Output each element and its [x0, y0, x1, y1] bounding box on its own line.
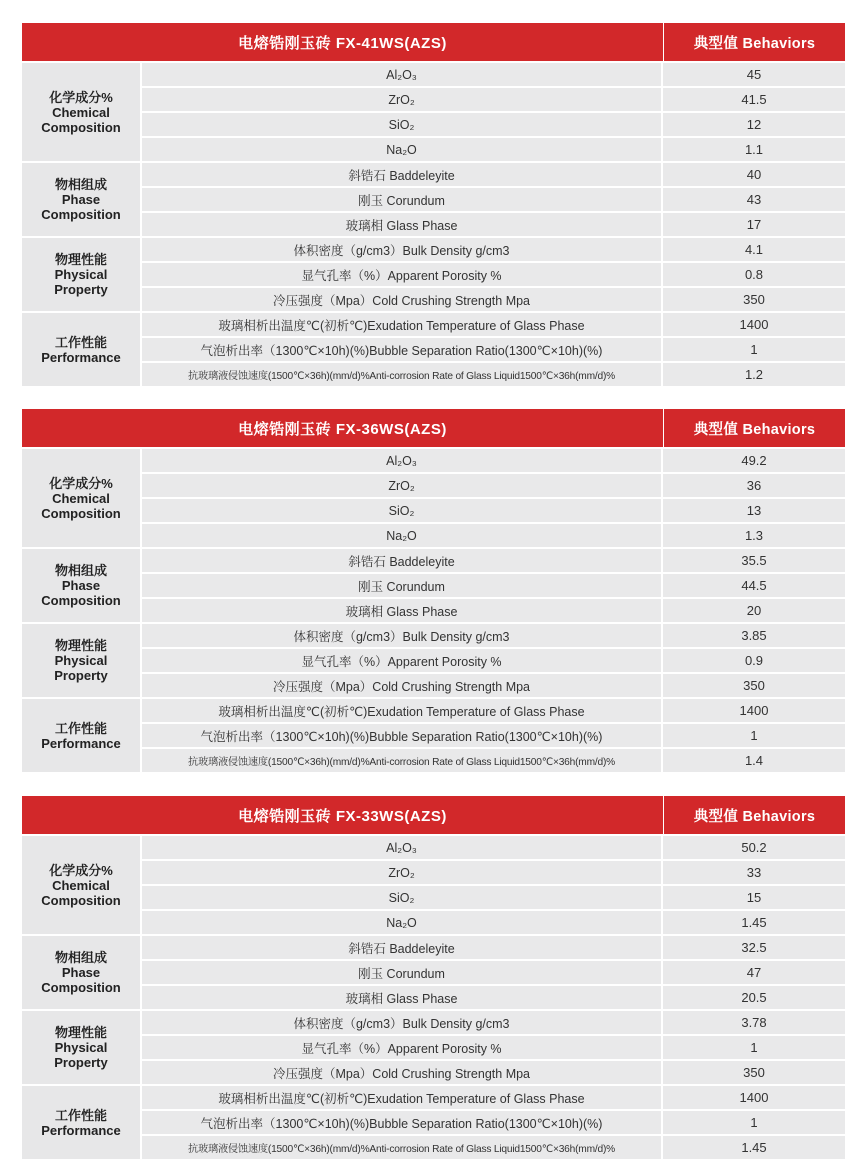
property-name: Al₂O₃	[142, 449, 661, 472]
property-name: SiO₂	[142, 886, 661, 909]
property-value: 0.8	[663, 263, 845, 286]
group-label-line: 化学成分%	[49, 862, 113, 878]
table-row	[142, 674, 845, 697]
group-rows	[142, 449, 845, 547]
property-value: 12	[663, 113, 845, 136]
property-name: 斜锆石 Baddeleyite	[142, 936, 661, 959]
group-rows	[142, 1011, 845, 1084]
property-value: 3.78	[663, 1011, 845, 1034]
table-row	[142, 724, 845, 747]
property-value: 41.5	[663, 88, 845, 111]
group-rows	[142, 163, 845, 236]
table-row	[142, 88, 845, 111]
table-row	[142, 961, 845, 984]
property-value: 1400	[663, 699, 845, 722]
group-label-line: Performance	[41, 349, 121, 365]
table-row	[142, 599, 845, 622]
property-group	[22, 1011, 845, 1084]
table-row	[142, 138, 845, 161]
spec-table	[22, 409, 845, 772]
table-row	[142, 313, 845, 336]
property-value: 1	[663, 338, 845, 361]
property-value: 40	[663, 163, 845, 186]
group-label-line: Chemical	[52, 104, 110, 120]
property-name: 刚玉 Corundum	[142, 574, 661, 597]
property-name: 体积密度（g/cm3）Bulk Density g/cm3	[142, 238, 661, 261]
value-column-header: 典型值 Behaviors	[664, 796, 845, 834]
property-value: 350	[663, 288, 845, 311]
property-value: 1400	[663, 313, 845, 336]
value-column-header: 典型值 Behaviors	[664, 409, 845, 447]
property-name: 冷压强度（Mpa）Cold Crushing Strength Mpa	[142, 288, 661, 311]
group-label	[22, 1011, 140, 1084]
group-label-line: Property	[54, 1055, 108, 1070]
table-header	[22, 796, 845, 834]
table-row	[142, 188, 845, 211]
group-rows	[142, 836, 845, 934]
property-name: 显气孔率（%）Apparent Porosity %	[142, 649, 661, 672]
property-name: 气泡析出率（1300℃×10h)(%)Bubble Separation Ratio(1300℃×10h)(%)	[142, 1111, 661, 1134]
property-name: ZrO₂	[142, 861, 661, 884]
value-column-header: 典型值 Behaviors	[664, 23, 845, 61]
group-label-line: 物相组成	[54, 950, 107, 965]
table-row	[142, 699, 845, 722]
property-name: 显气孔率（%）Apparent Porosity %	[142, 1036, 661, 1059]
group-label-line: 工作性能	[54, 720, 107, 736]
property-name: 刚玉 Corundum	[142, 961, 661, 984]
property-value: 43	[663, 188, 845, 211]
group-label-line: 物理性能	[54, 252, 107, 267]
property-name: 冷压强度（Mpa）Cold Crushing Strength Mpa	[142, 674, 661, 697]
property-name: 气泡析出率（1300℃×10h)(%)Bubble Separation Ratio(1300℃×10h)(%)	[142, 724, 661, 747]
property-group	[22, 238, 845, 311]
property-name: Al₂O₃	[142, 836, 661, 859]
property-value: 0.9	[663, 649, 845, 672]
group-label-line: 工作性能	[54, 1107, 107, 1123]
table-row	[142, 213, 845, 236]
property-name: 玻璃相 Glass Phase	[142, 599, 661, 622]
group-label	[22, 63, 140, 161]
property-name: 冷压强度（Mpa）Cold Crushing Strength Mpa	[142, 1061, 661, 1084]
property-name: SiO₂	[142, 113, 661, 136]
group-label	[22, 624, 140, 697]
group-label-line: Phase	[61, 965, 101, 980]
table-row	[142, 113, 845, 136]
property-group	[22, 63, 845, 161]
property-value: 350	[663, 674, 845, 697]
group-label-line: 物理性能	[54, 638, 107, 653]
property-group	[22, 163, 845, 236]
property-group	[22, 936, 845, 1009]
property-value: 17	[663, 213, 845, 236]
table-row	[142, 649, 845, 672]
property-group	[22, 699, 845, 772]
property-name: Na₂O	[142, 524, 661, 547]
property-name: 体积密度（g/cm3）Bulk Density g/cm3	[142, 624, 661, 647]
group-label	[22, 699, 140, 772]
property-group	[22, 836, 845, 934]
table-header	[22, 23, 845, 61]
property-name: ZrO₂	[142, 474, 661, 497]
property-name: 玻璃相析出温度℃(初析℃)Exudation Temperature of Glass Phase	[142, 1086, 661, 1109]
spec-table	[22, 796, 845, 1159]
table-row	[142, 263, 845, 286]
table-row	[142, 986, 845, 1009]
property-value: 1	[663, 1036, 845, 1059]
property-value: 1.4	[663, 749, 845, 772]
group-label-line: Property	[54, 668, 108, 683]
table-row	[142, 624, 845, 647]
group-label-line: 工作性能	[54, 334, 107, 350]
group-rows	[142, 63, 845, 161]
table-row	[142, 499, 845, 522]
group-label-line: Composition	[41, 207, 121, 222]
table-row	[142, 238, 845, 261]
property-group	[22, 1086, 845, 1159]
table-row	[142, 449, 845, 472]
property-value: 1	[663, 724, 845, 747]
property-name: 玻璃相析出温度℃(初析℃)Exudation Temperature of Glass Phase	[142, 699, 661, 722]
group-rows	[142, 699, 845, 772]
property-name: 气泡析出率（1300℃×10h)(%)Bubble Separation Ratio(1300℃×10h)(%)	[142, 338, 661, 361]
property-group	[22, 449, 845, 547]
property-value: 20.5	[663, 986, 845, 1009]
table-row	[142, 474, 845, 497]
property-name: Na₂O	[142, 138, 661, 161]
group-label	[22, 313, 140, 386]
group-label-line: Physical	[54, 1040, 108, 1055]
table-row	[142, 1036, 845, 1059]
group-label	[22, 238, 140, 311]
group-rows	[142, 549, 845, 622]
property-name: 抗玻璃液侵蚀速度(1500℃×36h)(mm/d)%Anti-corrosion Rate of Glass Liquid1500℃×36h(mm/d)%	[142, 1136, 661, 1159]
property-value: 1.1	[663, 138, 845, 161]
table-row	[142, 1061, 845, 1084]
property-name: 抗玻璃液侵蚀速度(1500℃×36h)(mm/d)%Anti-corrosion Rate of Glass Liquid1500℃×36h(mm/d)%	[142, 749, 661, 772]
group-label-line: Composition	[41, 892, 121, 908]
property-name: Al₂O₃	[142, 63, 661, 86]
group-label-line: 物相组成	[54, 563, 107, 578]
property-name: 斜锆石 Baddeleyite	[142, 163, 661, 186]
property-value: 33	[663, 861, 845, 884]
group-label	[22, 449, 140, 547]
property-value: 13	[663, 499, 845, 522]
table-title: 电熔锆刚玉砖 FX-33WS(AZS)	[22, 796, 663, 834]
table-row	[142, 1111, 845, 1134]
property-name: 玻璃相 Glass Phase	[142, 986, 661, 1009]
property-value: 3.85	[663, 624, 845, 647]
table-row	[142, 1086, 845, 1109]
group-label	[22, 549, 140, 622]
group-label-line: Phase	[61, 192, 101, 207]
table-row	[142, 886, 845, 909]
group-label-line: Property	[54, 282, 108, 297]
property-group	[22, 549, 845, 622]
property-group	[22, 313, 845, 386]
table-row	[142, 163, 845, 186]
property-name: ZrO₂	[142, 88, 661, 111]
group-label	[22, 836, 140, 934]
table-row	[142, 363, 845, 386]
group-label-line: Performance	[41, 735, 121, 751]
spec-table	[22, 23, 845, 386]
table-row	[142, 936, 845, 959]
group-label-line: Physical	[54, 267, 108, 282]
property-value: 45	[663, 63, 845, 86]
property-value: 4.1	[663, 238, 845, 261]
property-value: 1.2	[663, 363, 845, 386]
property-name: 抗玻璃液侵蚀速度(1500℃×36h)(mm/d)%Anti-corrosion Rate of Glass Liquid1500℃×36h(mm/d)%	[142, 363, 661, 386]
property-value: 15	[663, 886, 845, 909]
group-rows	[142, 238, 845, 311]
table-row	[142, 338, 845, 361]
table-row	[142, 911, 845, 934]
property-value: 32.5	[663, 936, 845, 959]
group-label-line: 物理性能	[54, 1025, 107, 1040]
property-name: 玻璃相 Glass Phase	[142, 213, 661, 236]
group-rows	[142, 624, 845, 697]
property-value: 47	[663, 961, 845, 984]
property-name: 刚玉 Corundum	[142, 188, 661, 211]
group-label-line: Performance	[41, 1122, 121, 1138]
group-rows	[142, 936, 845, 1009]
property-group	[22, 624, 845, 697]
property-name: 玻璃相析出温度℃(初析℃)Exudation Temperature of Glass Phase	[142, 313, 661, 336]
table-row	[142, 1136, 845, 1159]
group-label-line: 化学成分%	[49, 89, 113, 105]
table-title: 电熔锆刚玉砖 FX-41WS(AZS)	[22, 23, 663, 61]
property-value: 1	[663, 1111, 845, 1134]
table-row	[142, 63, 845, 86]
table-row	[142, 288, 845, 311]
group-label-line: Composition	[41, 980, 121, 995]
property-value: 36	[663, 474, 845, 497]
property-value: 1.45	[663, 911, 845, 934]
table-row	[142, 836, 845, 859]
group-label-line: 物相组成	[54, 177, 107, 192]
property-value: 20	[663, 599, 845, 622]
table-row	[142, 1011, 845, 1034]
table-row	[142, 549, 845, 572]
property-value: 1400	[663, 1086, 845, 1109]
group-label-line: Physical	[54, 653, 108, 668]
group-label	[22, 936, 140, 1009]
property-value: 35.5	[663, 549, 845, 572]
property-name: 显气孔率（%）Apparent Porosity %	[142, 263, 661, 286]
property-name: Na₂O	[142, 911, 661, 934]
group-label-line: Chemical	[52, 877, 110, 893]
group-label-line: Composition	[41, 593, 121, 608]
table-row	[142, 861, 845, 884]
property-value: 1.3	[663, 524, 845, 547]
property-name: 斜锆石 Baddeleyite	[142, 549, 661, 572]
property-value: 1.45	[663, 1136, 845, 1159]
group-rows	[142, 313, 845, 386]
property-value: 350	[663, 1061, 845, 1084]
table-row	[142, 749, 845, 772]
table-row	[142, 574, 845, 597]
property-value: 50.2	[663, 836, 845, 859]
group-label-line: Phase	[61, 578, 101, 593]
property-value: 49.2	[663, 449, 845, 472]
property-value: 44.5	[663, 574, 845, 597]
group-label	[22, 163, 140, 236]
group-label-line: 化学成分%	[49, 475, 113, 491]
table-row	[142, 524, 845, 547]
property-name: 体积密度（g/cm3）Bulk Density g/cm3	[142, 1011, 661, 1034]
group-rows	[142, 1086, 845, 1159]
group-label	[22, 1086, 140, 1159]
group-label-line: Chemical	[52, 490, 110, 506]
property-name: SiO₂	[142, 499, 661, 522]
table-title: 电熔锆刚玉砖 FX-36WS(AZS)	[22, 409, 663, 447]
group-label-line: Composition	[41, 505, 121, 521]
table-header	[22, 409, 845, 447]
group-label-line: Composition	[41, 119, 121, 135]
